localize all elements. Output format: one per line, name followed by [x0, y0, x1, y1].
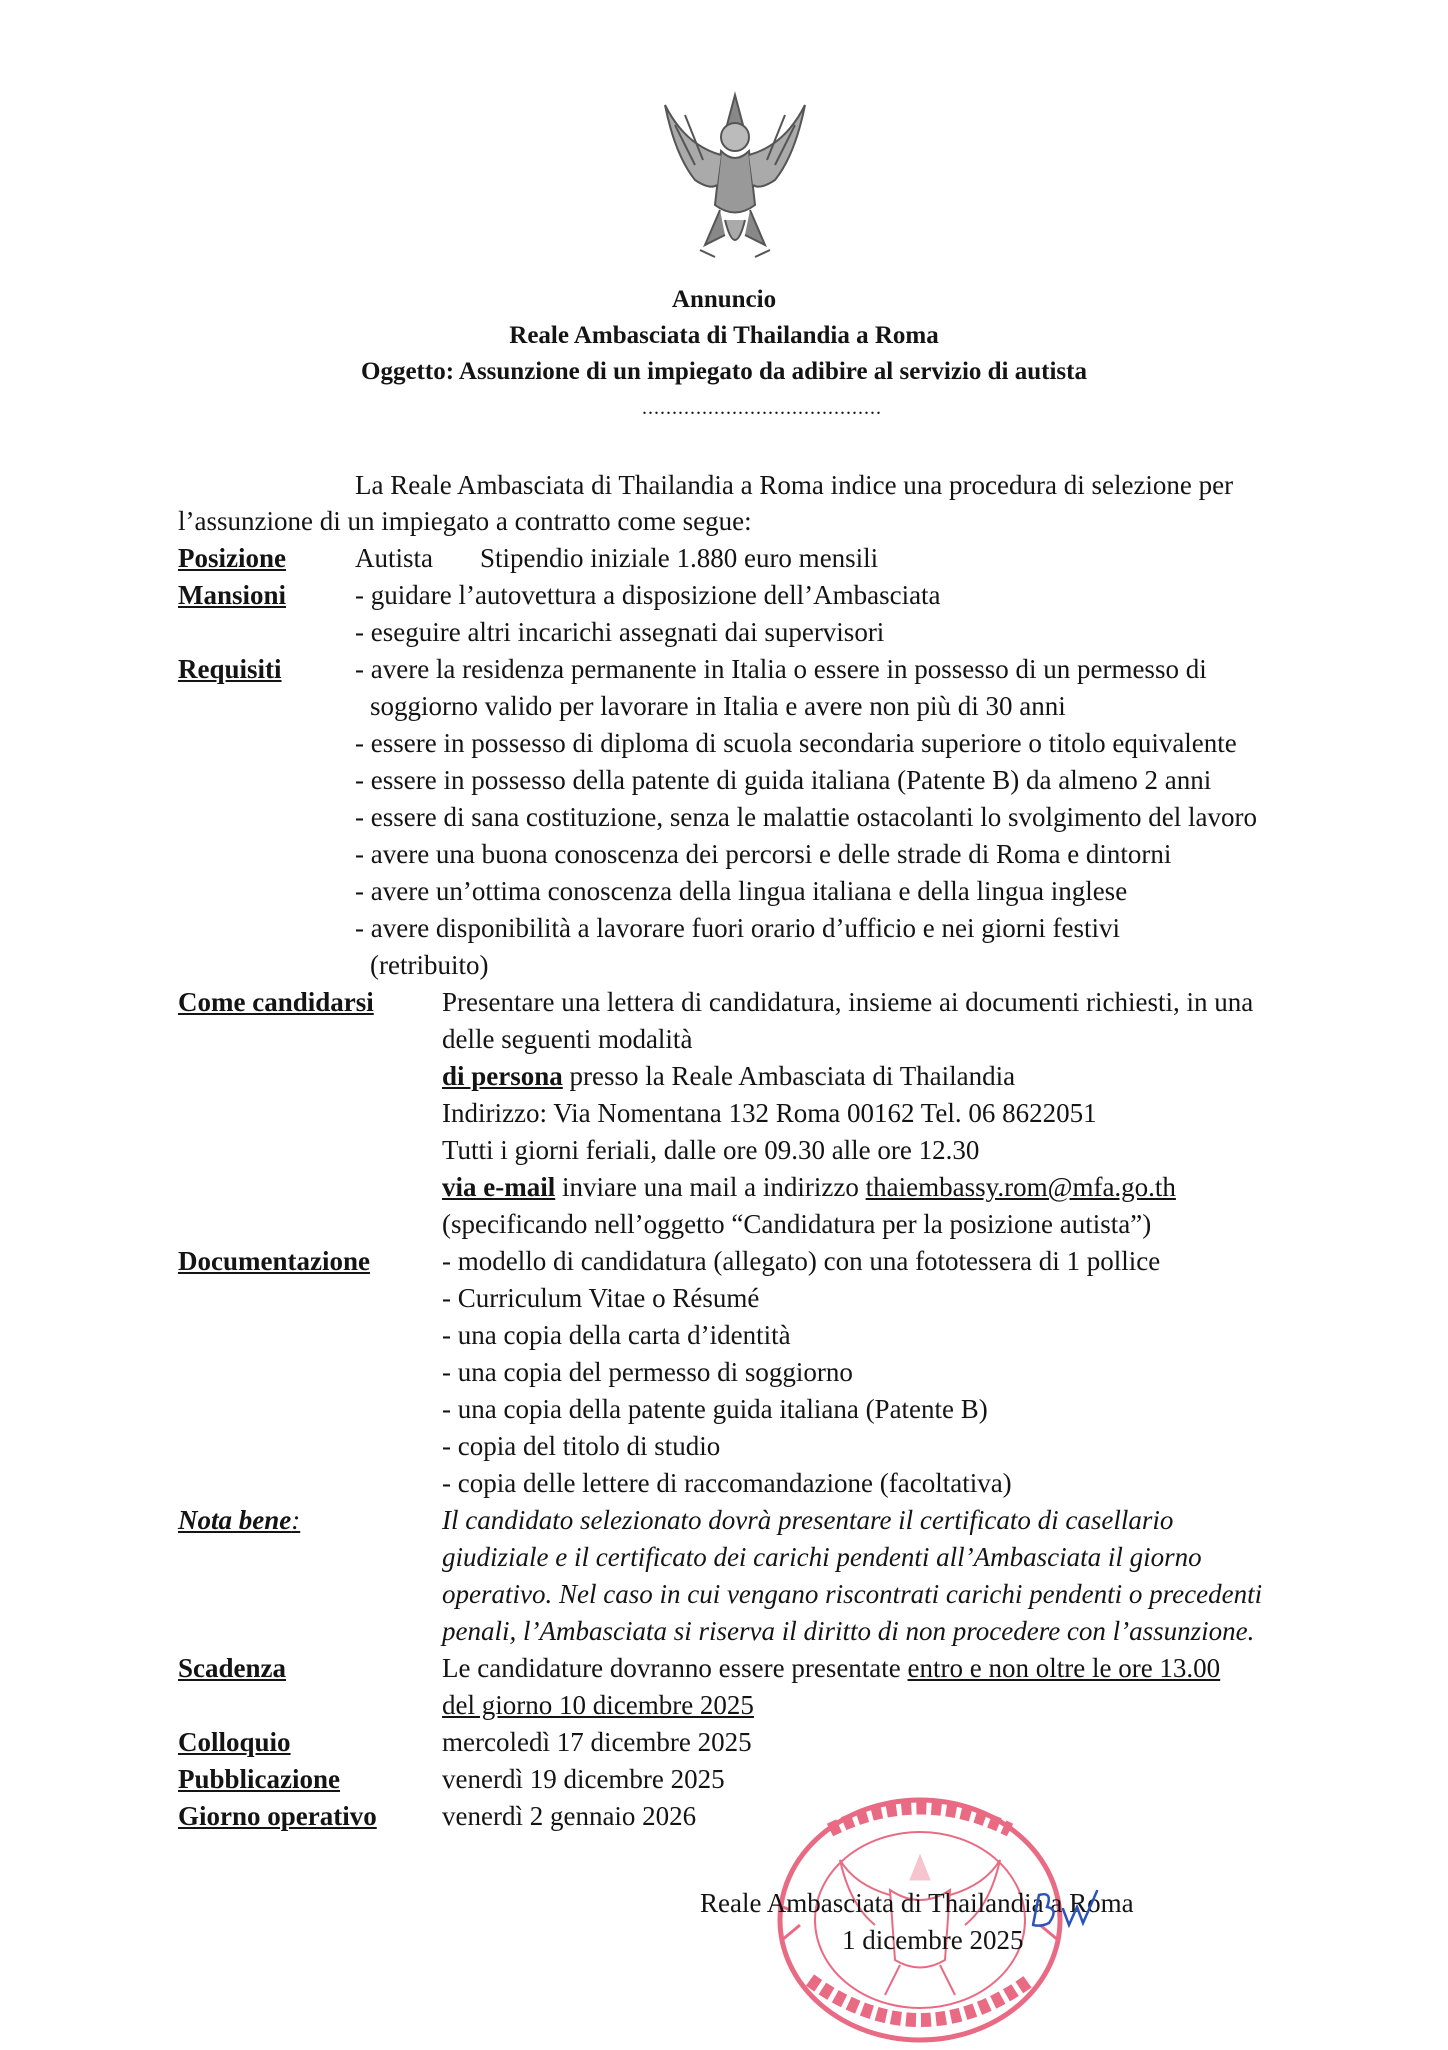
email-label: via e-mail [442, 1172, 556, 1202]
candidarsi-line-2: delle seguenti modalità [442, 1024, 693, 1054]
documentazione-item: - Curriculum Vitae o Résumé [442, 1283, 760, 1313]
requisiti-item: - avere un’ottima conoscenza della lingua italiana e della lingua inglese [355, 876, 1128, 906]
posizione-role: Autista [355, 543, 433, 573]
label-come-candidarsi: Come candidarsi [178, 987, 374, 1017]
scadenza-line-1 [442, 1650, 1220, 1686]
announcement-title: Annuncio [671, 286, 777, 313]
mansioni-item: - guidare l’autovettura a disposizione dell’Ambasciata [355, 580, 941, 610]
requisiti-item: (retribuito) [370, 950, 489, 980]
candidarsi-email [442, 1169, 1176, 1205]
documentazione-item: - una copia della carta d’identità [442, 1320, 791, 1350]
label-posizione: Posizione [178, 543, 286, 573]
candidarsi-line-1: Presentare una lettera di candidatura, insieme ai documenti richiesti, in una [442, 987, 1254, 1017]
candidarsi-hours: Tutti i giorni feriali, dalle ore 09.30 alle ore 12.30 [442, 1135, 980, 1165]
nota-line: penali, l’Ambasciata si riserva il diritto di non procedere con l’assunzione. [442, 1616, 1255, 1646]
nota-line: Il candidato selezionato dovrà presentare il certificato di casellario [442, 1505, 1174, 1535]
label-nota-bene [178, 1502, 300, 1538]
requisiti-item: - essere di sana costituzione, senza le malattie ostacolanti lo svolgimento del lavoro [355, 802, 1257, 832]
label-documentazione: Documentazione [178, 1246, 370, 1276]
garuda-emblem [655, 85, 815, 265]
nota-line: operativo. Nel caso in cui vengano riscontrati carichi pendenti o precedenti [442, 1579, 1263, 1609]
requisiti-item: - avere una buona conoscenza dei percorsi e delle strade di Roma e dintorni [355, 839, 1172, 869]
scadenza-text: Le candidature dovranno essere presentate [442, 1653, 908, 1683]
label-giorno-operativo: Giorno operativo [178, 1801, 377, 1831]
email-text: inviare una mail a indirizzo [555, 1172, 866, 1202]
label-scadenza: Scadenza [178, 1653, 286, 1683]
label-mansioni: Mansioni [178, 580, 287, 610]
documentazione-item: - copia delle lettere di raccomandazione (facoltativa) [442, 1468, 1012, 1498]
requisiti-item: - avere la residenza permanente in Italia o essere in possesso di un permesso di [355, 654, 1207, 684]
intro-line-2: l’assunzione di un impiegato a contratto come segue: [178, 506, 752, 536]
nota-bene-colon: : [291, 1505, 301, 1535]
persona-label: di persona [442, 1061, 563, 1091]
documentazione-item: - copia del titolo di studio [442, 1431, 721, 1461]
footer-embassy: Reale Ambasciata di Thailandia a Roma [700, 1888, 1134, 1918]
intro-line-1: La Reale Ambasciata di Thailandia a Roma indice una procedura di selezione per [355, 470, 1234, 500]
documentazione-item: - una copia della patente guida italiana (Patente B) [442, 1394, 988, 1424]
signature-initials [1025, 1885, 1105, 1935]
embassy-name: Reale Ambasciata di Thailandia a Roma [509, 322, 939, 349]
documentazione-item: - modello di candidatura (allegato) con una fototessera di 1 pollice [442, 1246, 1161, 1276]
nota-bene-text: Nota bene [178, 1505, 292, 1535]
candidarsi-email-note: (specificando nell’oggetto “Candidatura per la posizione autista”) [442, 1209, 1152, 1239]
footer-date: 1 dicembre 2025 [842, 1925, 1024, 1955]
label-requisiti: Requisiti [178, 654, 282, 684]
requisiti-item: - avere disponibilità a lavorare fuori orario d’ufficio e nei giorni festivi [355, 913, 1120, 943]
separator-dots: ........................................ [642, 397, 882, 419]
documentazione-item: - una copia del permesso di soggiorno [442, 1357, 853, 1387]
candidarsi-persona [442, 1058, 1015, 1094]
colloquio-date: mercoledì 17 dicembre 2025 [442, 1727, 752, 1757]
label-colloquio: Colloquio [178, 1727, 291, 1757]
mansioni-item: - eseguire altri incarichi assegnati dai supervisori [355, 617, 885, 647]
requisiti-item: - essere in possesso della patente di guida italiana (Patente B) da almeno 2 anni [355, 765, 1212, 795]
requisiti-item: - essere in possesso di diploma di scuola secondaria superiore o titolo equivalente [355, 728, 1237, 758]
label-pubblicazione: Pubblicazione [178, 1764, 341, 1794]
persona-text: presso la Reale Ambasciata di Thailandia [562, 1061, 1016, 1091]
posizione-salary: Stipendio iniziale 1.880 euro mensili [480, 543, 879, 573]
requisiti-item: soggiorno valido per lavorare in Italia e avere non più di 30 anni [370, 691, 1066, 721]
nota-line: giudiziale e il certificato dei carichi pendenti all’Ambasciata il giorno [442, 1542, 1202, 1572]
scadenza-deadline-2: del giorno 10 dicembre 2025 [442, 1690, 754, 1720]
subject-line: Oggetto: Assunzione di un impiegato da adibire al servizio di autista [361, 358, 1087, 385]
pubblicazione-date: venerdì 19 dicembre 2025 [442, 1764, 725, 1794]
candidarsi-address: Indirizzo: Via Nomentana 132 Roma 00162 Tel. 06 8622051 [442, 1098, 1097, 1128]
email-link[interactable]: thaiembassy.rom@mfa.go.th [865, 1172, 1176, 1202]
scadenza-deadline-1: entro e non oltre le ore 13.00 [907, 1653, 1221, 1683]
giorno-operativo-date: venerdì 2 gennaio 2026 [442, 1801, 697, 1831]
